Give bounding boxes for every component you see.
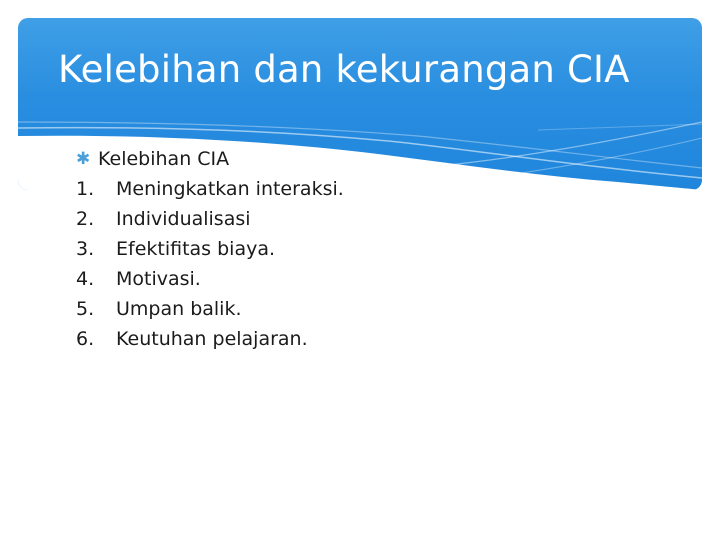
list-item-text: Individualisasi	[116, 208, 251, 230]
bullet-text: Kelebihan CIA	[98, 148, 230, 170]
list-item-number: 6.	[76, 328, 95, 350]
list-item	[72, 324, 672, 354]
list-item	[72, 264, 672, 294]
list-item-number: 2.	[76, 208, 95, 230]
list-item	[72, 174, 672, 204]
list-item	[72, 294, 672, 324]
slide-title: Kelebihan dan kekurangan CIA	[58, 48, 630, 91]
list-item-text: Umpan balik.	[116, 298, 242, 320]
list-item-number: 5.	[76, 298, 95, 320]
list-item	[72, 204, 672, 234]
list-item-number: 1.	[76, 178, 95, 200]
list-item-number: 3.	[76, 238, 95, 260]
list-item-number: 4.	[76, 268, 95, 290]
asterisk-bullet-icon: ✱	[76, 149, 91, 169]
slide-content	[72, 144, 672, 354]
list-item-text: Efektifitas biaya.	[116, 238, 276, 260]
bullet-point	[72, 144, 672, 174]
list-item-text: Motivasi.	[116, 268, 201, 290]
list-item-text: Keutuhan pelajaran.	[116, 328, 308, 350]
list-item	[72, 234, 672, 264]
list-item-text: Meningkatkan interaksi.	[116, 178, 344, 200]
numbered-list	[72, 174, 672, 354]
